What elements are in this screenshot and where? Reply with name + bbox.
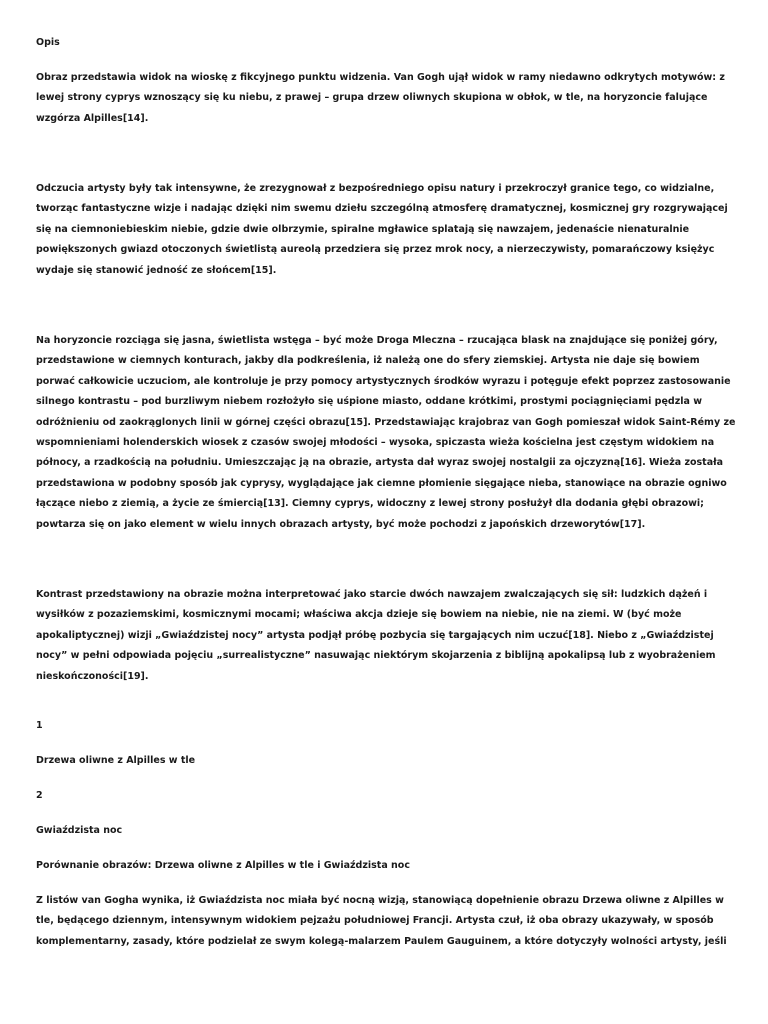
paragraph-1: Obraz przedstawia widok na wioskę z fikcyjnego punktu widzenia. Van Gogh ujął widok w ramy niedawno odkrytych motywów: z lewej strony cyprys wznoszący się ku niebu, z prawej – grupa drzew oliwnych skupiona w obłok, w tle, na horyzoncie falujące wzgórza Alpilles[14]. xyxy=(36,72,725,124)
paragraph-2: Odczucia artysty były tak intensywne, że zrezygnował z bezpośredniego opisu natury i przekroczył granice tego, co widzialne, tworząc fantastyczne wizje i nadając dzięki nim swemu dziełu szczególną atmosferę dramatycznej, kosmicznej gry rozgrywającej się na ciemnoniebieskim niebie, gdzie dwie olbrzymie, spiralne mgławice splatają się nawzajem, jedenaście nienaturalnie powiększonych gwiazd otoczonych świetlistą aureolą przedziera się przez mrok nocy, a nierzeczywisty, pomarańczowy księżyc wydaje się stanowić jedność ze słońcem[15]. xyxy=(36,183,728,276)
figure-caption-1: Drzewa oliwne z Alpilles w tle xyxy=(36,755,196,766)
section-heading: Opis xyxy=(36,37,60,48)
paragraph-3: Na horyzoncie rozciąga się jasna, świetlista wstęga – być może Droga Mleczna – rzucająca blask na znajdujące się poniżej góry, przedstawione w ciemnych konturach, jakby dla podkreślenia, iż należą one do sfery ziemskiej. Artysta nie daje się bowiem porwać całkowicie uczuciom, ale kontroluje je przy pomocy artystycznych środków wyrazu i potęguje efekt poprzez zastosowanie silnego kontrastu – pod burzliwym niebem rozłożyło się uśpione miasto, oddane krótkimi, prostymi pociągnięciami pędzla w odróżnieniu od zaokrąglonych linii w górnej części obrazu[15]. Przedstawiając krajobraz van Gogh pomieszał widok Saint-Rémy ze wspomnieniami holenderskich wiosek z czasów swojej młodości – wysoka, spiczasta wieża kościelna jest częstym widokiem na północy, a rzadkością na południu. Umieszczając ją na obrazie, artysta dał wyraz swojej nostalgii za ojczyzną[16]. Wieża została przedstawiona w podobny sposób jak cyprysy, wyglądające jak ciemne płomienie sięgające nieba, stanowiące na obrazie ogniwo łączące niebo z ziemią, a życie ze śmiercią[13]. Ciemny cyprys, widoczny z lewej strony posłużył dla dodania głębi obrazowi; powtarza się on jako element w wielu innych obrazach artysty, być może pochodzi z japońskich drzeworytów[17]. xyxy=(36,335,736,530)
figure-number-2: 2 xyxy=(36,790,43,801)
paragraph-4: Kontrast przedstawiony na obrazie można interpretować jako starcie dwóch nawzajem zwalczających się sił: ludzkich dążeń i wysiłków z pozaziemskimi, kosmicznymi mocami; właściwa akcja dzieje się bowiem na niebie, nie na ziemi. W (być może apokaliptycznej) wizji „Gwiaździstej nocy” artysta podjął próbę pozbycia się targających nim uczuć[18]. Niebo z „Gwiaździstej nocy” w pełni odpowiada pojęciu „surrealistyczne” nasuwając niektórym skojarzenia z biblijną apokalipsą lub z wyobrażeniem nieskończoności[19]. xyxy=(36,589,716,682)
figure-number-1: 1 xyxy=(36,720,43,731)
final-paragraph: Z listów van Gogha wynika, iż Gwiaździsta noc miała być nocną wizją, stanowiącą dopełnienie obrazu Drzewa oliwne z Alpilles w tle, będącego dziennym, intensywnym widokiem pejzażu południowej Francji. Artysta czuł, iż oba obrazy ukazywały, w sposób komplementarny, zasady, które podzielał ze swym kolegą-malarzem Paulem Gauguinem, a które dotyczyły wolności artysty, jeśli xyxy=(36,895,727,947)
figure-caption-2: Gwiaździsta noc xyxy=(36,825,123,836)
comparison-heading: Porównanie obrazów: Drzewa oliwne z Alpilles w tle i Gwiaździsta noc xyxy=(36,860,410,871)
